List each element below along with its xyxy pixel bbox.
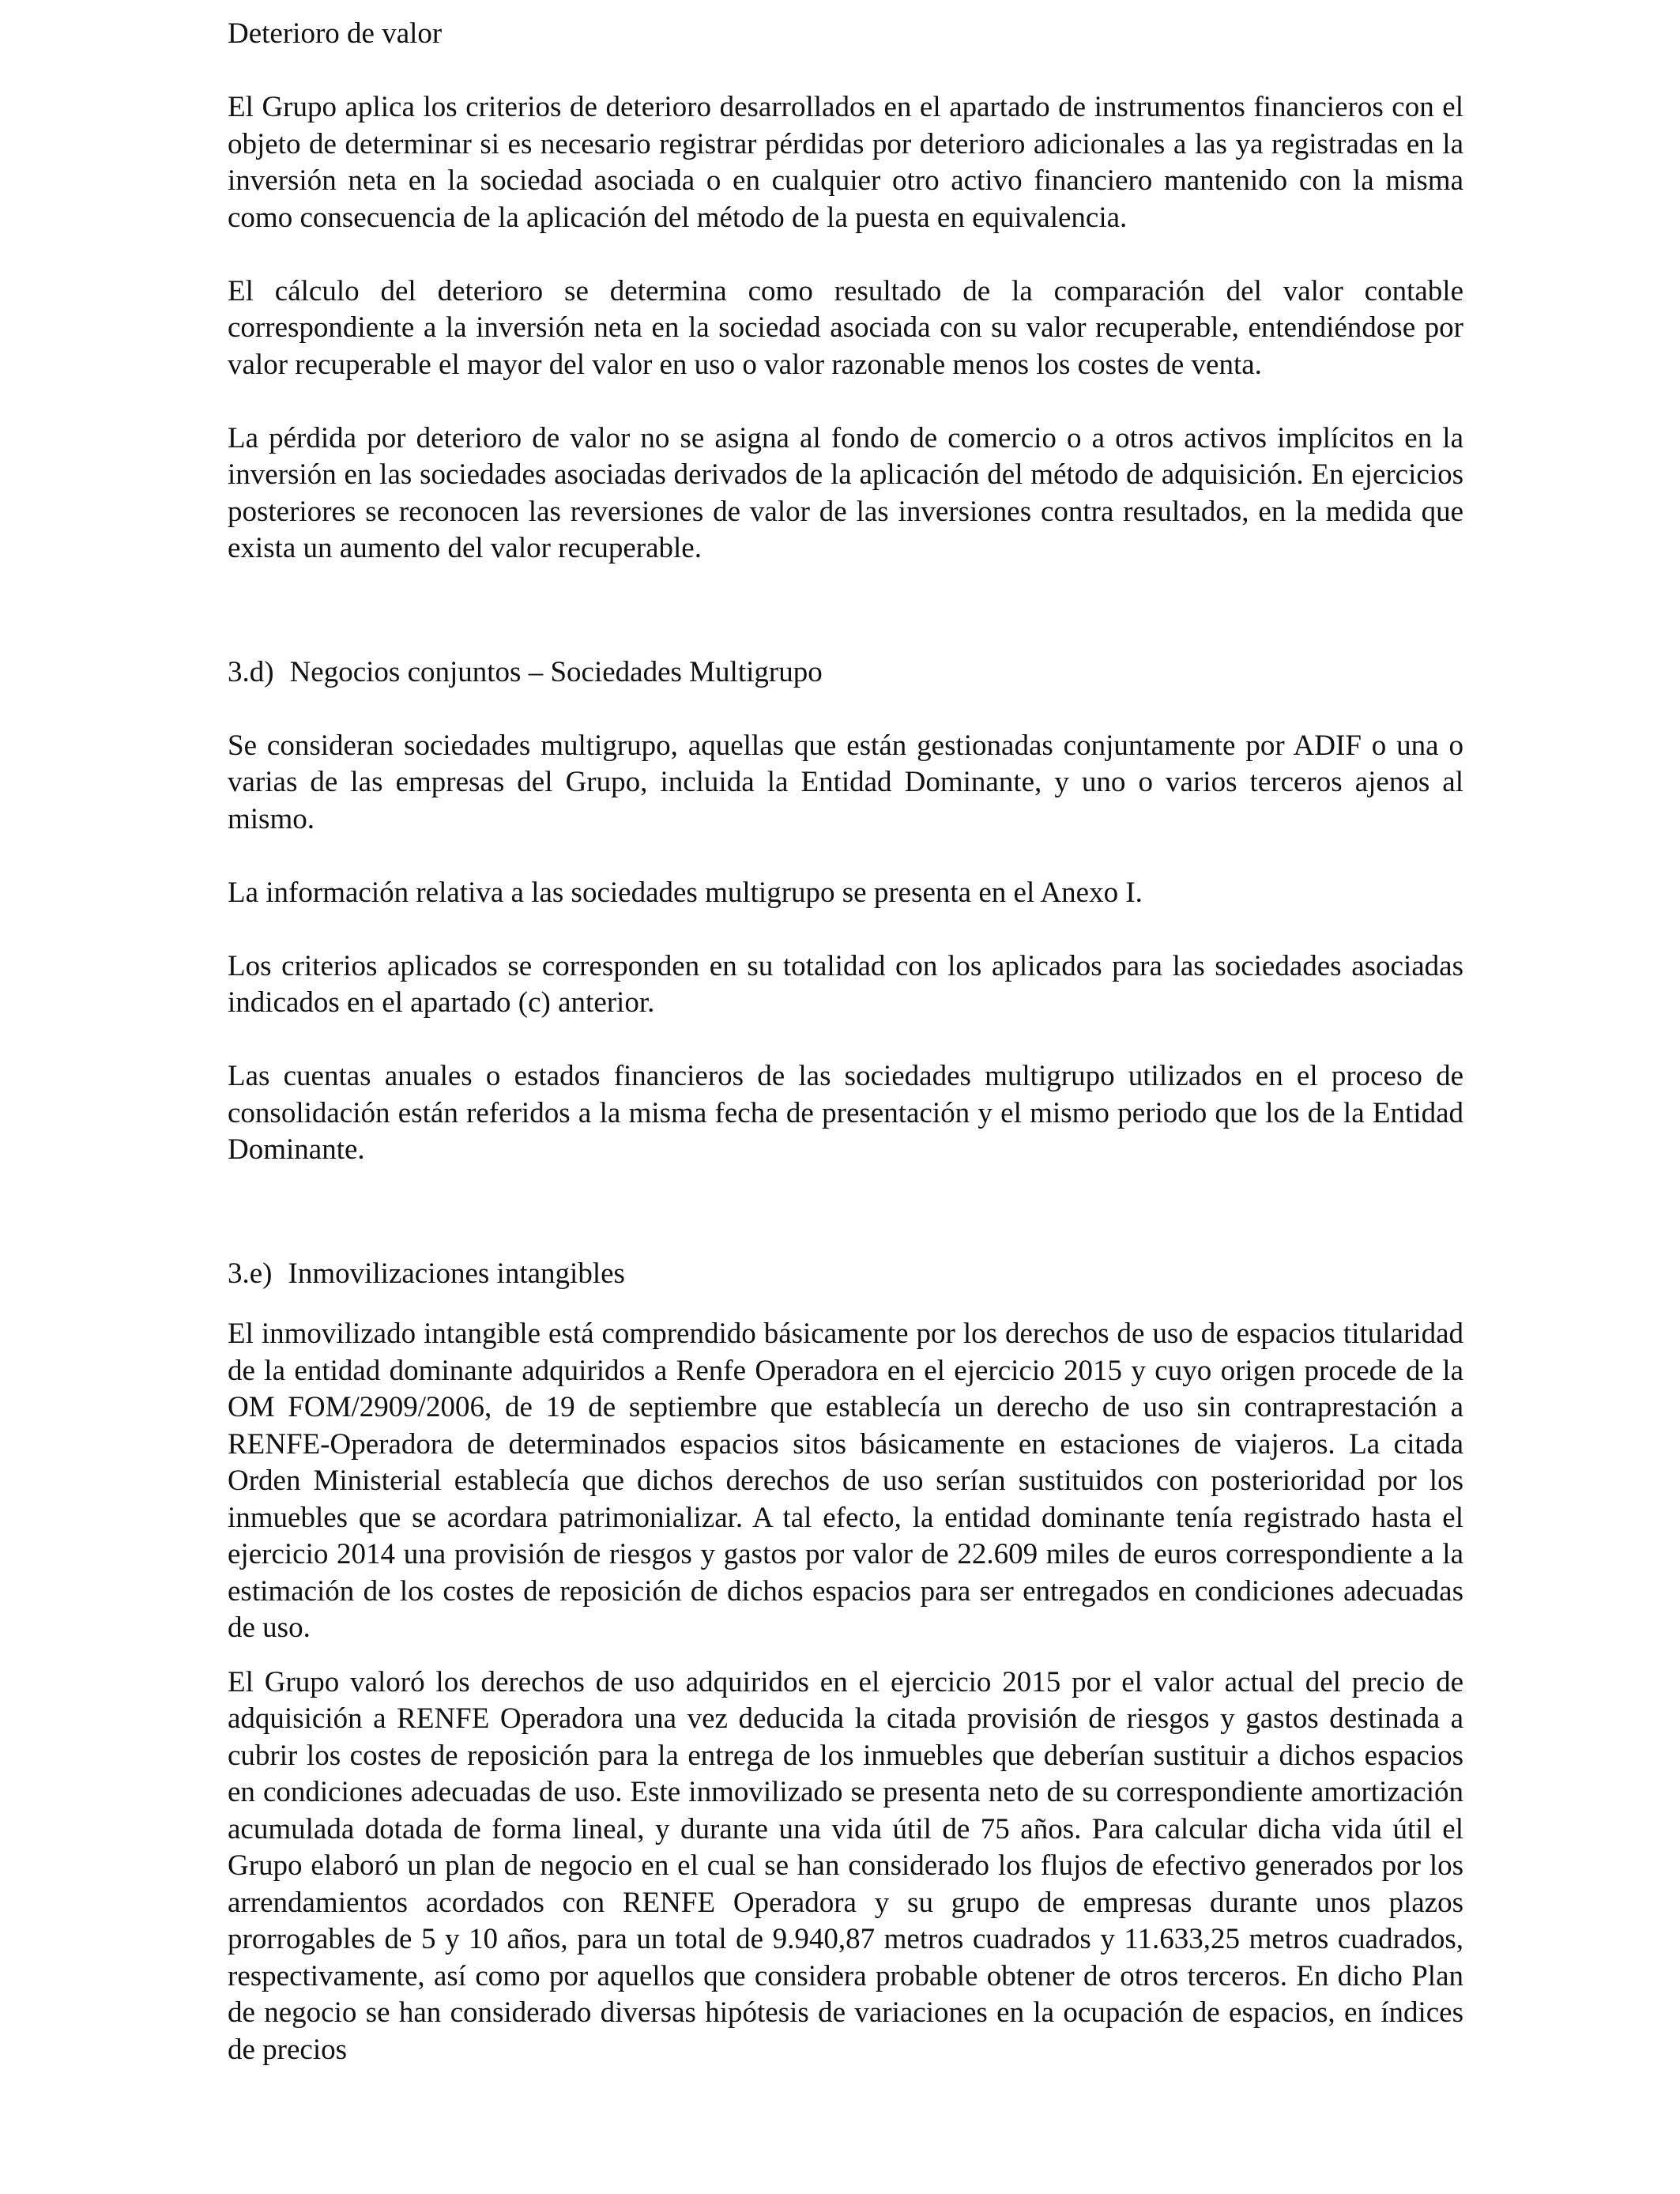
section-3e-paragraph-1: El inmovilizado intangible está comprendido básicamente por los derechos de uso de espacios titularidad de la entidad dominante adquiridos a Renfe Operadora en el ejercicio 2015 y cuyo origen procede de la OM FOM/2909/2006, de 19 de septiembre que establecía un derecho de uso sin contraprestación a RENFE-Operadora de determinados espacios sitos básicamente en estaciones de viajeros. La citada Orden Ministerial establecía que dichos derechos de uso serían sustituidos con posterioridad por los inmuebles que se acordara patrimonializar. A tal efecto, la entidad dominante tenía registrado hasta el ejercicio 2014 una provisión de riesgos y gastos por valor de 22.609 miles de euros correspondiente a la estimación de los costes de reposición de dichos espacios para ser entregados en condiciones adecuadas de uso. bbox=[228, 1318, 1463, 1644]
section-3e-title: Inmovilizaciones intangibles bbox=[288, 1257, 625, 1290]
impairment-paragraph-1: El Grupo aplica los criterios de deterioro desarrollados en el apartado de instrumentos financieros con el objeto de determinar si es necesario registrar pérdidas por deterioro adicionales a las ya registradas en la inversión neta en la sociedad asociada o en cualquier otro activo financiero mantenido con la misma como consecuencia de la aplicación del método de la puesta en equivalencia. bbox=[228, 91, 1463, 234]
section-3e-paragraph-2: El Grupo valoró los derechos de uso adquiridos en el ejercicio 2015 por el valor actual del precio de adquisición a RENFE Operadora una vez deducida la citada provisión de riesgos y gastos destinada a cubrir los costes de reposición para la entrega de los inmuebles que deberían sustituir a dichos espacios en condiciones adecuadas de uso. Este inmovilizado se presenta neto de su correspondiente amortización acumulada dotada de forma lineal, y durante una vida útil de 75 años. Para calcular dicha vida útil el Grupo elaboró un plan de negocio en el cual se han considerado los flujos de efectivo generados por los arrendamientos acordados con RENFE Operadora y su grupo de empresas durante unos plazos prorrogables de 5 y 10 años, para un total de 9.940,87 metros cuadrados y 11.633,25 metros cuadrados, respectivamente, así como por aquellos que considera probable obtener de otros terceros. En dicho Plan de negocio se han considerado diversas hipótesis de variaciones en la ocupación de espacios, en índices de precios bbox=[228, 1665, 1463, 2066]
section-3d-paragraph-2: La información relativa a las sociedades multigrupo se presenta en el Anexo I. bbox=[228, 876, 1143, 909]
impairment-paragraph-3: La pérdida por deterioro de valor no se asigna al fondo de comercio o a otros activos implícitos en la inversión en las sociedades asociadas derivados de la aplicación del método de adquisición. En ejercicios posteriores se reconocen las reversiones de valor de las inversiones contra resultados, en la medida que exista un aumento del valor recuperable. bbox=[228, 421, 1463, 564]
impairment-title: Deterioro de valor bbox=[228, 17, 443, 50]
document-page bbox=[228, 16, 1463, 2068]
section-3d-paragraph-1: Se consideran sociedades multigrupo, aquellas que están gestionadas conjuntamente por ADIF o una o varias de las empresas del Grupo, incluida la Entidad Dominante, y uno o varios terceros ajenos al mismo. bbox=[228, 729, 1463, 835]
section-3d-number: 3.d) bbox=[228, 655, 274, 688]
section-3d-heading bbox=[228, 654, 1463, 692]
section-3e-heading bbox=[228, 1256, 1463, 1293]
section-3d-title: Negocios conjuntos – Sociedades Multigrupo bbox=[289, 655, 823, 688]
section-3d-paragraph-4: Las cuentas anuales o estados financieros de las sociedades multigrupo utilizados en el proceso de consolidación están referidos a la misma fecha de presentación y el mismo periodo que los de la Entidad Dominante. bbox=[228, 1060, 1463, 1166]
section-3d-paragraph-3: Los criterios aplicados se corresponden en su totalidad con los aplicados para las sociedades asociadas indicados en el apartado (c) anterior. bbox=[228, 949, 1463, 1019]
impairment-paragraph-2: El cálculo del deterioro se determina como resultado de la comparación del valor contable correspondiente a la inversión neta en la sociedad asociada con su valor recuperable, entendiéndose por valor recuperable el mayor del valor en uso o valor razonable menos los costes de venta. bbox=[228, 274, 1463, 381]
section-3e-number: 3.e) bbox=[228, 1257, 273, 1290]
